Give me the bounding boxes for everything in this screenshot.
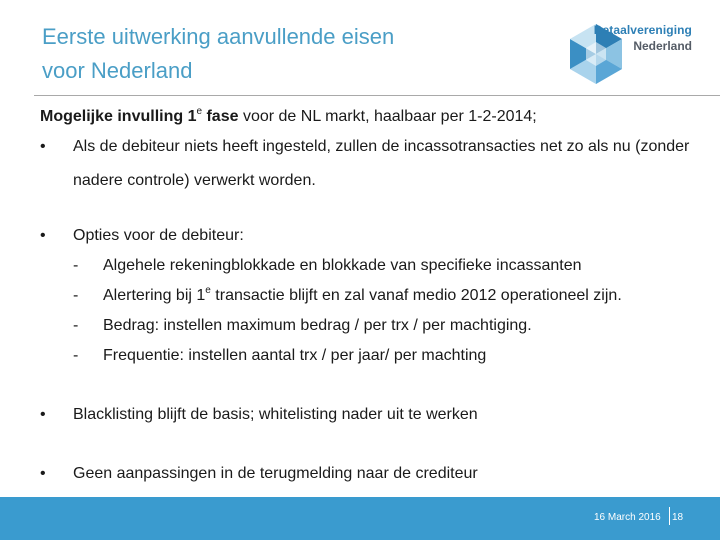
intro-bold-start: Mogelijke invulling 1 xyxy=(40,108,197,125)
slide-title-line-2: voor Nederland xyxy=(42,58,193,83)
intro-line xyxy=(40,104,537,130)
bullet-symbol: • xyxy=(40,406,46,423)
sub-item-text-end: transactie blijft en zal vanaf medio 2012 operationeel zijn. xyxy=(210,287,622,304)
sub-item-dash: - xyxy=(73,317,79,334)
sub-item-text-start: Alertering bij 1 xyxy=(103,287,206,304)
sub-item-superscript: e xyxy=(205,284,211,296)
bullet-text: Geen aanpassingen in de terugmelding naar de crediteur xyxy=(73,465,478,482)
bullet-text: Blacklisting blijft de basis; whitelisting nader uit te werken xyxy=(73,406,478,423)
bullet-symbol: • xyxy=(40,465,46,482)
bullet-text: Als de debiteur niets heeft ingesteld, zullen de incassotransacties net zo als nu (zonder nadere controle) verwerkt worden. xyxy=(73,138,690,189)
title-divider xyxy=(34,95,720,96)
bullet-text: Opties voor de debiteur: xyxy=(73,227,244,244)
sub-item-dash: - xyxy=(73,287,79,304)
bullet-symbol: • xyxy=(40,227,46,244)
intro-bold-end: fase xyxy=(202,108,239,125)
sub-item-dash: - xyxy=(73,257,79,274)
sub-item-text: Algehele rekeningblokkade en blokkade van specifieke incassanten xyxy=(103,257,582,274)
sub-item-text: Bedrag: instellen maximum bedrag / per trx / per machtiging. xyxy=(103,317,532,334)
bullet-symbol: • xyxy=(40,138,46,155)
sub-item-text: Frequentie: instellen aantal trx / per jaar/ per machting xyxy=(103,347,487,364)
slide-title-line-1: Eerste uitwerking aanvullende eisen xyxy=(42,24,395,49)
footer-separator xyxy=(669,507,670,525)
footer-date: 16 March 2016 xyxy=(594,512,661,523)
sub-item-text xyxy=(103,283,622,309)
page-number: 18 xyxy=(672,512,684,523)
logo-wordmark-top: Detaalvereniging xyxy=(593,23,692,37)
footer-bar xyxy=(0,497,720,540)
slide-title xyxy=(42,20,522,88)
logo xyxy=(564,14,704,86)
intro-rest: voor de NL markt, haalbaar per 1-2-2014; xyxy=(238,108,537,125)
sub-item-dash: - xyxy=(73,347,79,364)
intro-superscript: e xyxy=(196,105,203,117)
logo-wordmark-bottom: Nederland xyxy=(633,39,692,53)
